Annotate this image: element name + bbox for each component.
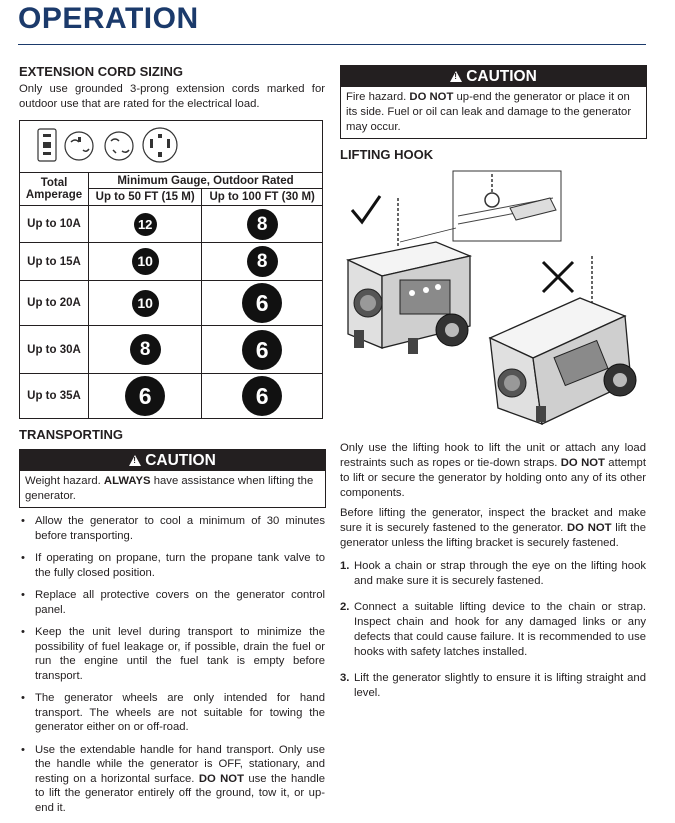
outlet-receptacles-icon: [34, 125, 194, 165]
amperage-cell: Up to 15A: [20, 243, 89, 281]
caution-banner: [341, 66, 646, 87]
list-item: • If operating on propane, turn the propane tank valve to the fully closed position.: [19, 551, 325, 580]
gauge-badge: 6: [242, 283, 282, 323]
amperage-cell: Up to 35A: [20, 374, 89, 419]
gauge-badge: 6: [242, 330, 282, 370]
gauge-badge: 6: [125, 376, 165, 416]
extension-cord-table: [19, 120, 323, 419]
extension-cord-intro: Only use grounded 3-prong extension cords marked for outdoor use that are rated for the electrical load.: [19, 83, 325, 110]
step-number: 1.: [340, 560, 350, 572]
table-row: [20, 374, 323, 419]
gauge-badge: 8: [247, 209, 278, 240]
amperage-cell: Up to 30A: [20, 326, 89, 374]
up-to-50ft-header: Up to 50 FT (15 M): [89, 189, 202, 206]
correct-checkmark-icon: [352, 196, 380, 222]
gauge-badge: 6: [242, 376, 282, 416]
step-number: 3.: [340, 672, 350, 684]
list-item: [340, 600, 646, 660]
total-amperage-header: Total Amperage: [20, 173, 89, 206]
amperage-cell: Up to 20A: [20, 281, 89, 326]
list-item: [340, 671, 646, 701]
title-rule: [18, 44, 646, 45]
gauge-badge: 10: [132, 248, 159, 275]
lifting-paragraph-2: Before lifting the generator, inspect the bracket and make sure it is securely fastened to the generator. DO NOT lift the generator unless the lifting bracket is securely fastened.: [340, 507, 647, 549]
list-item: • Use the extendable handle for hand transport. Only use the handle while the generator is OFF, stationary, and resting on a horizontal surface. DO NOT use the handle to lift the generator entirely off the ground, tow it, or up-end it.: [19, 743, 325, 816]
gauge-badge: 8: [247, 246, 278, 277]
lifting-paragraph-1: Only use the lifting hook to lift the unit or attach any load restraints such as ropes or tie-down straps. DO NOT attempt to lift or secure the generator by holding onto any of its other components.: [340, 442, 646, 499]
gauge-badge: 12: [134, 213, 157, 236]
step-number: 2.: [340, 601, 350, 613]
table-row: [20, 326, 323, 374]
lifting-hook-illustration: [340, 168, 645, 430]
list-item: [340, 559, 646, 589]
step-text: Connect a suitable lifting device to the chain or strap. Inspect chain and hook for any damaged links or any defects that could cause failure. It is recommended to use hooks with safety latches installed.: [354, 601, 646, 658]
table-row: [20, 243, 323, 281]
list-item: • The generator wheels are only intended for hand transport. The wheels are not suitable for towing the generator either on or off-road.: [19, 691, 325, 735]
transport-bullet-list: [19, 514, 325, 823]
weight-hazard-caution: [19, 449, 326, 508]
lifting-steps-list: [340, 559, 646, 712]
caution-banner: [20, 450, 325, 471]
warning-triangle-icon: [129, 455, 141, 466]
caution-label: CAUTION: [145, 452, 216, 469]
fire-hazard-caution: [340, 65, 647, 139]
lifting-hook-heading: LIFTING HOOK: [340, 147, 434, 162]
step-text: Hook a chain or strap through the eye on the lifting hook and make sure it is securely fastened.: [354, 560, 646, 587]
step-text: Lift the generator slightly to ensure it is lifting straight and level.: [354, 672, 646, 699]
list-item: • Replace all protective covers on the generator control panel.: [19, 588, 325, 617]
gauge-badge: 8: [130, 334, 161, 365]
table-row: [20, 206, 323, 243]
caution-label: CAUTION: [466, 68, 537, 85]
transporting-heading: TRANSPORTING: [19, 427, 123, 442]
table-row: [20, 281, 323, 326]
amperage-cell: Up to 10A: [20, 206, 89, 243]
gauge-badge: 10: [132, 290, 159, 317]
up-to-100ft-header: Up to 100 FT (30 M): [202, 189, 323, 206]
warning-triangle-icon: [450, 71, 462, 82]
minimum-gauge-header: Minimum Gauge, Outdoor Rated: [89, 173, 323, 189]
page-title: OPERATION: [18, 2, 199, 35]
extension-cord-heading: EXTENSION CORD SIZING: [19, 64, 183, 79]
caution-text: Fire hazard. DO NOT up-end the generator or place it on its side. Fuel or oil can leak and damage to the generator may occur.: [346, 91, 632, 133]
caution-text: Weight hazard. ALWAYS have assistance when lifting the generator.: [25, 475, 314, 502]
outlet-icons-cell: [20, 121, 323, 173]
incorrect-x-icon: [543, 262, 573, 292]
list-item: • Allow the generator to cool a minimum of 30 minutes before transporting.: [19, 514, 325, 543]
list-item: • Keep the unit level during transport to minimize the possibility of fuel leakage or, if possible, drain the fuel or run the engine until the fuel tank is empty before transport.: [19, 625, 325, 683]
